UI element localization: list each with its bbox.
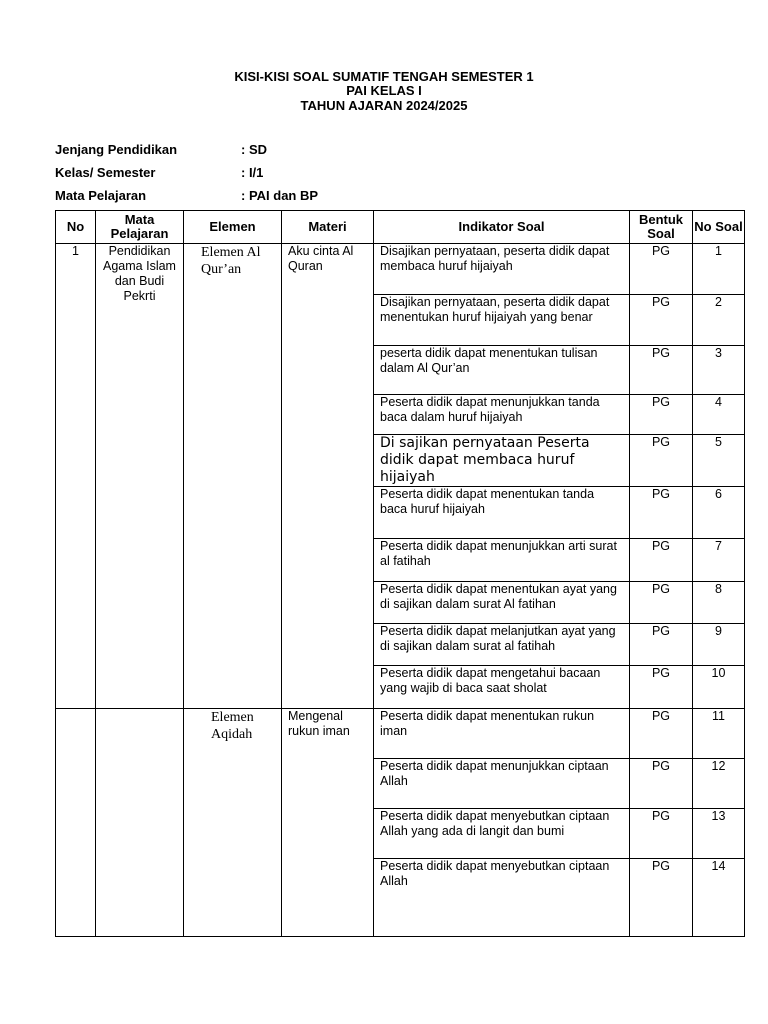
cell-no-soal: 3 (693, 346, 745, 395)
cell-bentuk: PG (630, 709, 693, 759)
cell-no-soal: 7 (693, 539, 745, 582)
cell-bentuk: PG (630, 624, 693, 666)
cell-bentuk: PG (630, 759, 693, 809)
header-bentuk: Bentuk Soal (630, 211, 693, 244)
cell-indikator: Di sajikan pernyataan Peserta didik dapat membaca huruf hijaiyah (374, 435, 630, 487)
cell-indikator: Peserta didik dapat menunjukkan ciptaan Allah (374, 759, 630, 809)
cell-bentuk: PG (630, 582, 693, 624)
cell-no-soal: 11 (693, 709, 745, 759)
table-row (56, 244, 745, 295)
cell-no-soal: 13 (693, 809, 745, 859)
header-no-soal: No Soal (693, 211, 745, 244)
cell-no-soal: 6 (693, 487, 745, 539)
cell-indikator: Peserta didik dapat melanjutkan ayat yang di sajikan dalam surat al fatihah (374, 624, 630, 666)
cell-no-soal: 10 (693, 666, 745, 709)
cell-bentuk: PG (630, 244, 693, 295)
cell-bentuk: PG (630, 295, 693, 346)
cell-no (56, 709, 96, 937)
cell-bentuk: PG (630, 395, 693, 435)
cell-indikator: Peserta didik dapat menunjukkan arti surat al fatihah (374, 539, 630, 582)
cell-indikator: peserta didik dapat menentukan tulisan dalam Al Qur’an (374, 346, 630, 395)
cell-indikator: Peserta didik dapat menyebutkan ciptaan Allah yang ada di langit dan bumi (374, 809, 630, 859)
table-header-row (56, 211, 745, 244)
cell-no-soal: 8 (693, 582, 745, 624)
cell-indikator: Disajikan pernyataan, peserta didik dapat membaca huruf hijaiyah (374, 244, 630, 295)
doc-title-line1: KISI-KISI SOAL SUMATIF TENGAH SEMESTER 1 (234, 69, 534, 84)
meta-label-jenjang: Jenjang Pendidikan (55, 142, 178, 157)
cell-indikator: Peserta didik dapat menunjukkan tanda baca dalam huruf hijaiyah (374, 395, 630, 435)
cell-indikator: Peserta didik dapat menyebutkan ciptaan Allah (374, 859, 630, 937)
cell-no-soal: 2 (693, 295, 745, 346)
cell-no-soal: 1 (693, 244, 745, 295)
cell-bentuk: PG (630, 346, 693, 395)
cell-no-soal: 5 (693, 435, 745, 487)
meta-label-kelas: Kelas/ Semester (55, 165, 156, 180)
cell-no: 1 (56, 244, 96, 709)
cell-mapel: Pendidikan Agama Islam dan Budi Pekrti (96, 244, 184, 709)
doc-title-line2: PAI KELAS I (346, 83, 422, 98)
table-row (56, 709, 745, 759)
doc-title-line3: TAHUN AJARAN 2024/2025 (300, 98, 468, 113)
header-indikator: Indikator Soal (374, 211, 630, 244)
cell-no-soal: 14 (693, 859, 745, 937)
cell-mapel (96, 709, 184, 937)
cell-no-soal: 12 (693, 759, 745, 809)
header-elemen: Elemen (184, 211, 282, 244)
cell-bentuk: PG (630, 809, 693, 859)
header-materi: Materi (282, 211, 374, 244)
kisi-kisi-table (55, 210, 745, 937)
meta-value-jenjang: : SD (241, 142, 267, 157)
cell-bentuk: PG (630, 539, 693, 582)
cell-no-soal: 4 (693, 395, 745, 435)
header-mapel: Mata Pelajaran (96, 211, 184, 244)
meta-label-mapel: Mata Pelajaran (55, 188, 147, 203)
cell-bentuk: PG (630, 666, 693, 709)
cell-indikator: Peserta didik dapat menentukan ayat yang di sajikan dalam surat Al fatihan (374, 582, 630, 624)
cell-indikator: Peserta didik dapat menentukan tanda baca huruf hijaiyah (374, 487, 630, 539)
cell-materi: Aku cinta Al Quran (282, 244, 374, 709)
cell-materi: Mengenal rukun iman (282, 709, 374, 937)
cell-bentuk: PG (630, 435, 693, 487)
cell-bentuk: PG (630, 487, 693, 539)
cell-indikator: Disajikan pernyataan, peserta didik dapat menentukan huruf hijaiyah yang benar (374, 295, 630, 346)
cell-indikator: Peserta didik dapat menentukan rukun iman (374, 709, 630, 759)
cell-no-soal: 9 (693, 624, 745, 666)
cell-elemen: Elemen Aqidah (184, 709, 282, 937)
header-no: No (56, 211, 96, 244)
meta-value-kelas: : I/1 (241, 165, 264, 180)
cell-elemen: Elemen Al Qur’an (184, 244, 282, 709)
cell-bentuk: PG (630, 859, 693, 937)
cell-indikator: Peserta didik dapat mengetahui bacaan yang wajib di baca saat sholat (374, 666, 630, 709)
meta-value-mapel: : PAI dan BP (241, 188, 319, 203)
